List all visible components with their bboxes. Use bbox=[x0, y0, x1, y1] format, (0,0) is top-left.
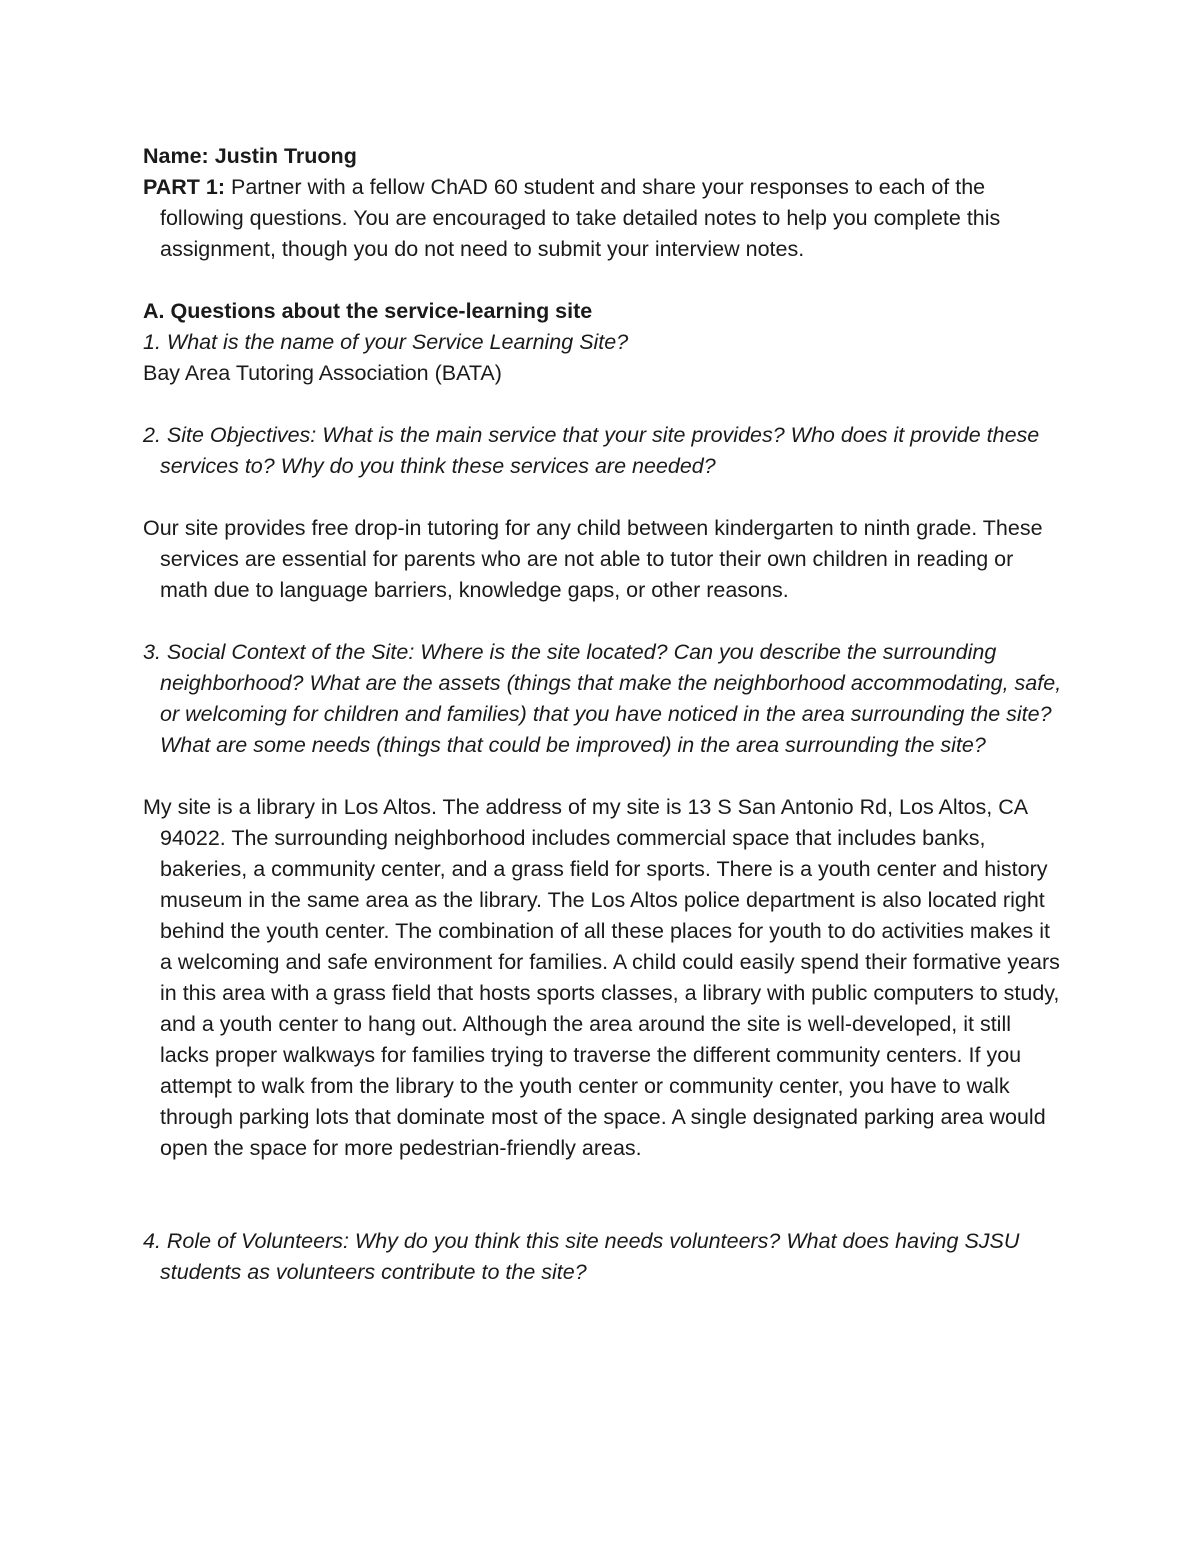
answer-1: Bay Area Tutoring Association (BATA) bbox=[143, 361, 502, 385]
question-2: 2. Site Objectives: What is the main service that your site provides? Who does it provide these services to? Why do you think these services are needed? bbox=[143, 423, 1040, 478]
document-page bbox=[143, 141, 1063, 1288]
part-1-instructions bbox=[143, 172, 1063, 265]
answer-3: My site is a library in Los Altos. The address of my site is 13 S San Antonio Rd, Los Altos, CA 94022. The surrounding neighborhood includes commercial space that includes banks, bakeries, a community center, and a grass field for sports. There is a youth center and history museum in the same area as the library. The Los Altos police department is also located right behind the youth center. The combination of all these places for youth to do activities makes it a welcoming and safe environment for families. A child could easily spend their formative years in this area with a grass field that hosts sports classes, a library with public computers to study, and a youth center to hang out. Although the area around the site is well-developed, it still lacks proper walkways for families trying to traverse the different community centers. If you attempt to walk from the library to the youth center or community center, you have to walk through parking lots that dominate most of the space. A single designated parking area would open the space for more pedestrian-friendly areas. bbox=[143, 795, 1060, 1160]
student-name: Name: Justin Truong bbox=[143, 144, 357, 168]
question-3: 3. Social Context of the Site: Where is the site located? Can you describe the surrounding neighborhood? What are the assets (things that make the neighborhood accommodating, safe, or welcoming for children and families) that you have noticed in the area surrounding the site? What are some needs (things that could be improved) in the area surrounding the site? bbox=[143, 640, 1062, 757]
answer-2: Our site provides free drop-in tutoring for any child between kindergarten to ninth grade. These services are essential for parents who are not able to tutor their own children in reading or math due to language barriers, knowledge gaps, or other reasons. bbox=[143, 516, 1043, 602]
part-label: PART 1: bbox=[143, 175, 226, 199]
question-4: 4. Role of Volunteers: Why do you think this site needs volunteers? What does having SJSU students as volunteers contribute to the site? bbox=[143, 1229, 1020, 1284]
section-a-heading: A. Questions about the service-learning site bbox=[143, 299, 593, 323]
part-text: Partner with a fellow ChAD 60 student and share your responses to each of the following questions. You are encouraged to take detailed notes to help you complete this assignment, though you do not need to submit your interview notes. bbox=[160, 175, 1001, 261]
question-1: 1. What is the name of your Service Learning Site? bbox=[143, 330, 629, 354]
